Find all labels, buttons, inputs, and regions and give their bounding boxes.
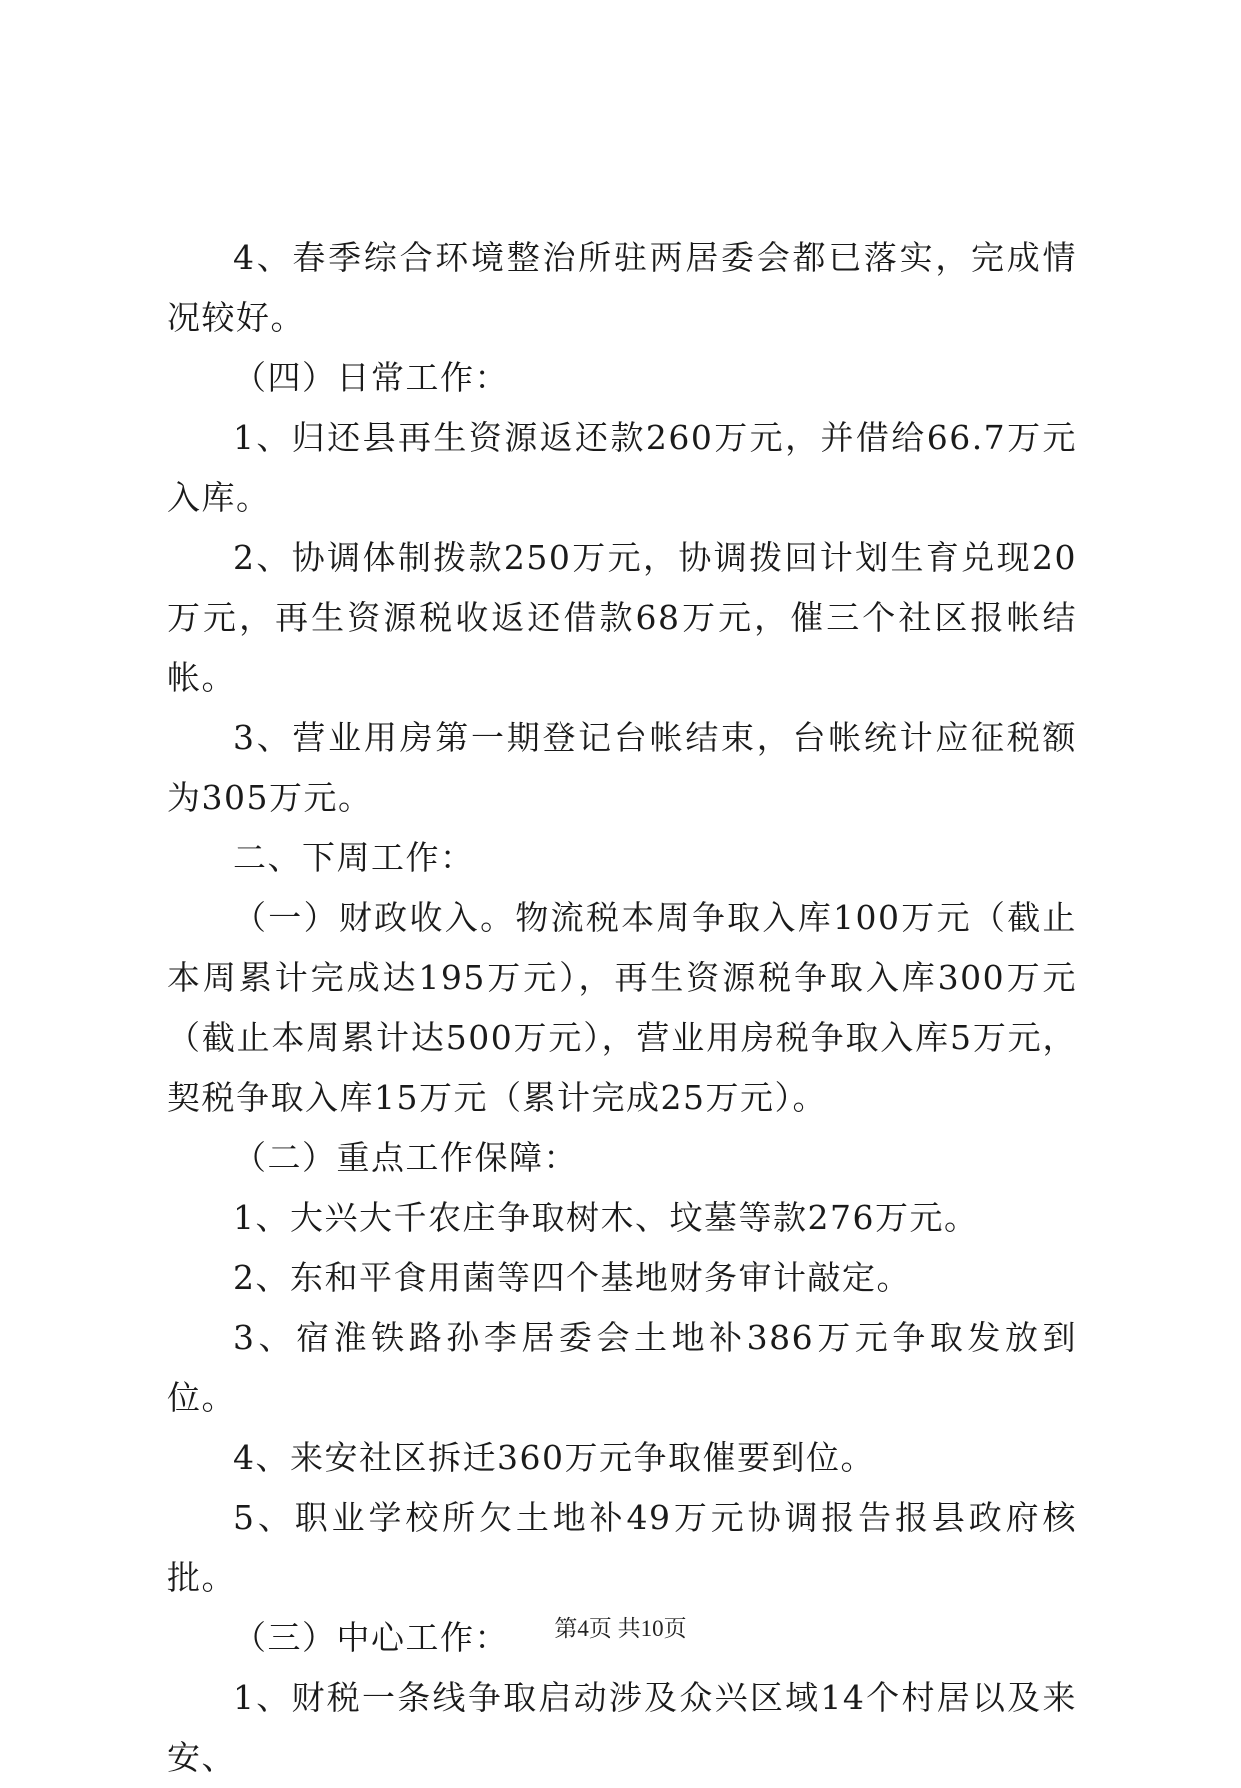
- section-heading: 二、下周工作：: [233, 838, 475, 877]
- paragraph: 2、东和平食用菌等四个基地财务审计敲定。: [233, 1258, 911, 1297]
- section-heading: （四）日常工作：: [233, 358, 509, 397]
- page-number-label: 第4页 共10页: [554, 1616, 687, 1641]
- paragraph: 3、宿淮铁路孙李居委会土地补386万元争取发放到位。: [167, 1318, 1077, 1417]
- paragraph: 5、职业学校所欠土地补49万元协调报告报县政府核批。: [167, 1498, 1077, 1597]
- paragraph: 1、归还县再生资源返还款260万元，并借给66.7万元入库。: [167, 418, 1077, 517]
- section-heading: （三）中心工作：: [233, 1618, 509, 1657]
- paragraph: 2、协调体制拨款250万元，协调拨回计划生育兑现20万元，再生资源税收返还借款68万元，催三个社区报帐结帐。: [167, 538, 1077, 697]
- paragraph: 1、财税一条线争取启动涉及众兴区域14个村居以及来安、: [167, 1678, 1077, 1777]
- paragraph: 4、来安社区拆迁360万元争取催要到位。: [233, 1438, 875, 1477]
- document-body: [167, 228, 1077, 1788]
- page-footer: [0, 1610, 1241, 1643]
- paragraph: 1、大兴大千农庄争取树木、坟墓等款276万元。: [233, 1198, 979, 1237]
- paragraph: （一）财政收入。物流税本周争取入库100万元（截止本周累计完成达195万元），再生资源税争取入库300万元（截止本周累计达500万元），营业用房税争取入库5万元，契税争取入库15万元（累计完成25万元）。: [167, 898, 1077, 1117]
- paragraph: 3、营业用房第一期登记台帐结束，台帐统计应征税额为305万元。: [167, 718, 1077, 817]
- section-heading: （二）重点工作保障：: [233, 1138, 578, 1177]
- paragraph: 4、春季综合环境整治所驻两居委会都已落实，完成情况较好。: [167, 238, 1077, 337]
